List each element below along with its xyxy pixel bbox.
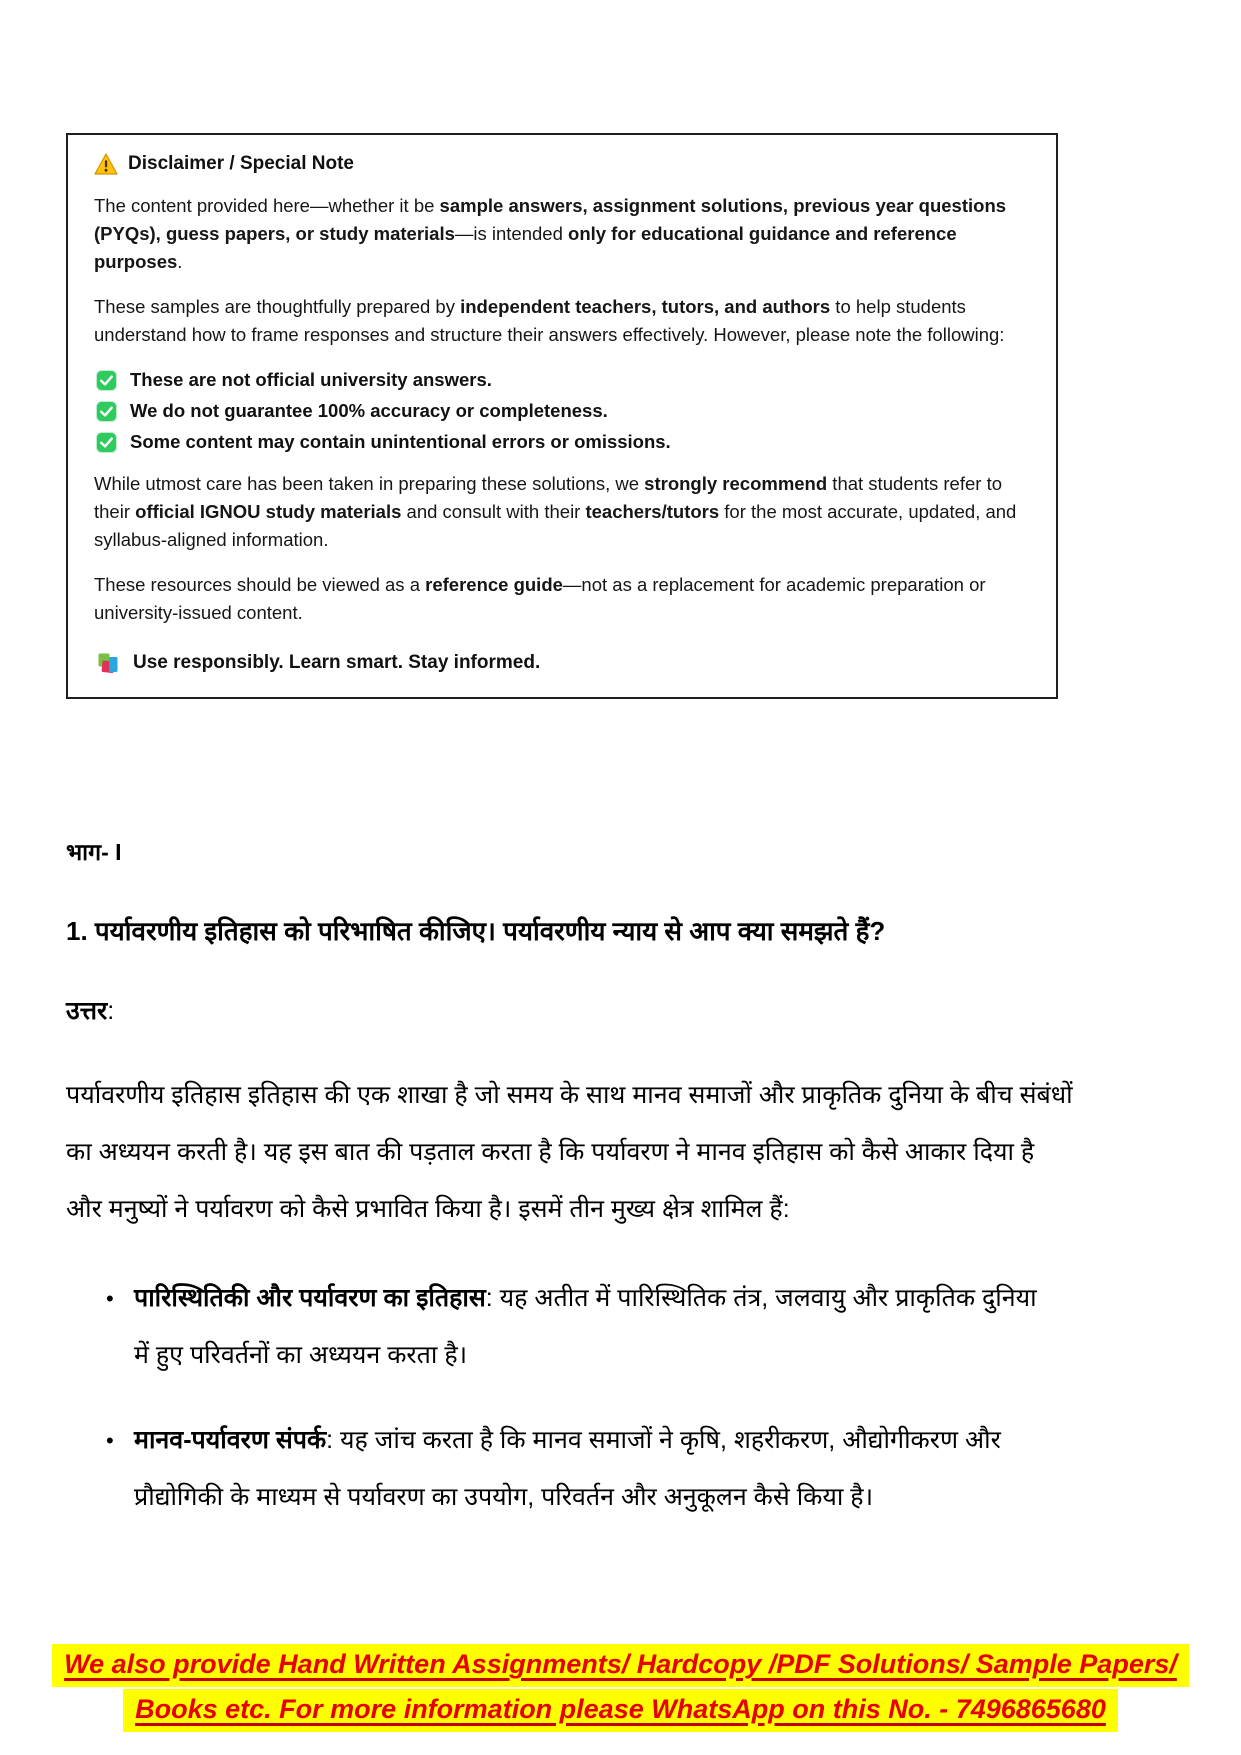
disclaimer-paragraph-1: The content provided here—whether it be sample answers, assignment solutions, previous year questions (PYQs), guess papers, or study materials—is intended only for educational guidance and reference purposes. [94, 195, 1007, 272]
disclaimer-box [66, 133, 1058, 699]
disclaimer-paragraph-3: While utmost care has been taken in preparing these solutions, we strongly recommend that students refer to their official IGNOU study materials and consult with their teachers/tutors for the most accurate, updated, and syllabus-aligned information. [94, 473, 1017, 550]
check-icon [96, 432, 117, 453]
checklist-item-text: Some content may contain unintentional errors or omissions. [130, 431, 671, 452]
promo-line-2-text: Books etc. For more information please WhatsApp on this No. - 7496865680 [123, 1689, 1118, 1732]
bullet-text: मानव-पर्यावरण संपर्क: यह जांच करता है कि मानव समाजों ने कृषि, शहरीकरण, औद्योगीकरण और प्रौद्योगिकी के माध्यम से पर्यावरण का उपयोग, परिवर्तन और अनुकूलन कैसे किया है। [134, 1426, 1001, 1512]
check-icon [96, 370, 117, 391]
checklist-item-text: These are not official university answers. [130, 369, 492, 390]
checklist-item [96, 431, 1030, 453]
books-icon [96, 651, 120, 675]
promo-line-1-text: We also provide Hand Written Assignments/ Hardcopy /PDF Solutions/ Sample Papers/ [52, 1644, 1189, 1687]
answer-section [66, 835, 1126, 1526]
promo-line-2 [0, 1689, 1241, 1732]
warning-triangle-icon [94, 153, 118, 175]
disclaimer-paragraph-4: These resources should be viewed as a reference guide—not as a replacement for academic preparation or university-issued content. [94, 574, 986, 623]
list-item [66, 1270, 1046, 1384]
promo-footer [0, 1644, 1241, 1734]
disclaimer-paragraph-2: These samples are thoughtfully prepared by independent teachers, tutors, and authors to help students understand how to frame responses and structure their answers effectively. However, please note the following: [94, 296, 1005, 345]
question-heading: 1. पर्यावरणीय इतिहास को परिभाषित कीजिए। पर्यावरणीय न्याय से आप क्या समझते हैं? [66, 916, 886, 946]
section-heading: भाग- I [66, 839, 122, 865]
disclaimer-title: Disclaimer / Special Note [128, 153, 354, 174]
bullet-marker: • [106, 1428, 114, 1454]
checklist-item-text: We do not guarantee 100% accuracy or completeness. [130, 400, 608, 421]
answer-bullet-list [66, 1270, 1126, 1526]
usage-note-text: Use responsibly. Learn smart. Stay informed. [133, 652, 541, 673]
answer-label: उत्तर: [66, 997, 115, 1026]
check-icon [96, 401, 117, 422]
checklist-item [96, 369, 1030, 391]
bullet-text: पारिस्थितिकी और पर्यावरण का इतिहास: यह अतीत में पारिस्थितिक तंत्र, जलवायु और प्राकृतिक दुनिया में हुए परिवर्तनों का अध्ययन करता है। [134, 1284, 1037, 1370]
disclaimer-title-row [94, 153, 1030, 175]
bullet-marker: • [106, 1286, 114, 1312]
list-item [66, 1412, 1046, 1526]
usage-note-row [96, 651, 1030, 675]
promo-line-1 [0, 1644, 1241, 1687]
answer-intro-paragraph: पर्यावरणीय इतिहास इतिहास की एक शाखा है जो समय के साथ मानव समाजों और प्राकृतिक दुनिया के बीच संबंधों का अध्ययन करती है। यह इस बात की पड़ताल करता है कि पर्यावरण ने मानव इतिहास को कैसे आकार दिया है और मनुष्यों ने पर्यावरण को कैसे प्रभावित किया है। इसमें तीन मुख्य क्षेत्र शामिल हैं: [66, 1081, 1073, 1224]
disclaimer-checklist [96, 369, 1030, 453]
checklist-item [96, 400, 1030, 422]
